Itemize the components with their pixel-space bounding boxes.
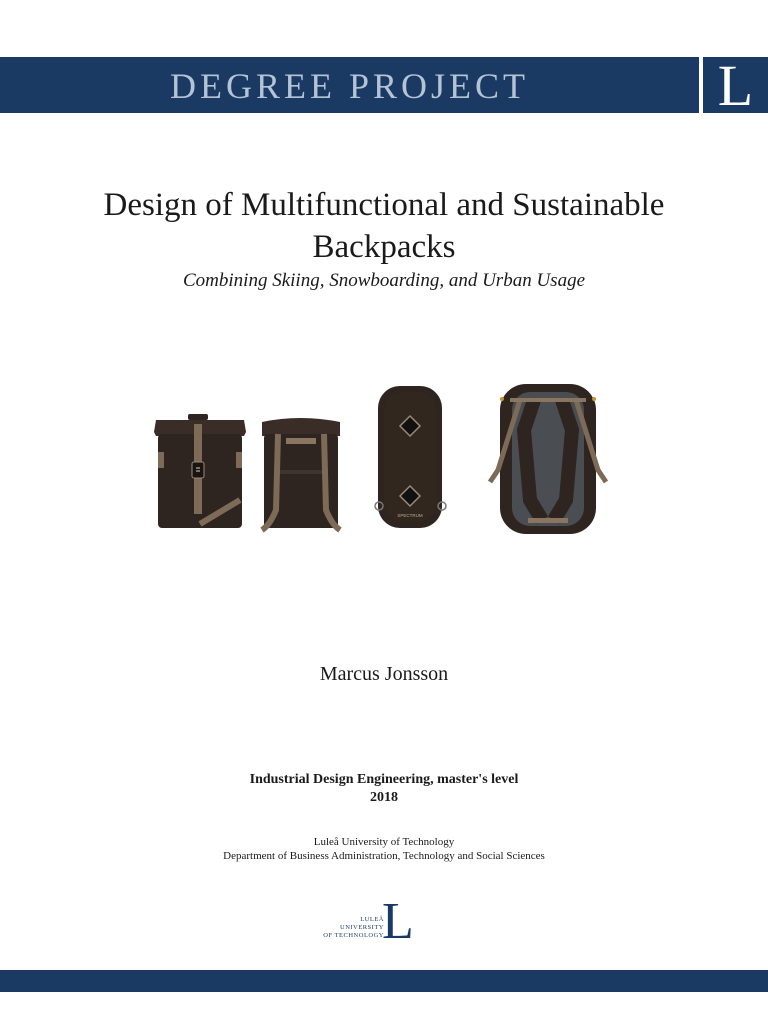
logo-line3: OF TECHNOLOGY bbox=[323, 932, 384, 939]
top-banner bbox=[0, 57, 699, 113]
thesis-subtitle: Combining Skiing, Snowboarding, and Urban Usage bbox=[183, 270, 585, 291]
backpack-front-view bbox=[154, 414, 246, 528]
duffel-brand-label: SPECTRUM bbox=[397, 513, 423, 518]
backpack-back-view bbox=[262, 418, 340, 530]
thesis-title bbox=[0, 184, 768, 268]
affiliation bbox=[0, 835, 768, 863]
logo-letter: L bbox=[382, 893, 414, 950]
thesis-title-line1: Design of Multifunctional and Sustainable bbox=[103, 187, 665, 223]
author-name: Marcus Jonsson bbox=[319, 663, 449, 685]
logo-line2: UNIVERSITY bbox=[340, 924, 384, 931]
department-name: Department of Business Administration, Technology and Social Sciences bbox=[223, 850, 545, 862]
program-year: 2018 bbox=[370, 790, 398, 805]
backpack-illustrations bbox=[150, 320, 620, 605]
banner-title: DEGREE PROJECT bbox=[169, 66, 529, 106]
thesis-title-line2: Backpacks bbox=[312, 229, 456, 265]
university-logo bbox=[323, 893, 424, 950]
bottom-bar bbox=[0, 970, 768, 992]
program-name: Industrial Design Engineering, master's level bbox=[249, 772, 519, 787]
duffel-front-view bbox=[375, 386, 446, 528]
logo-line1: LULEÅ bbox=[360, 916, 384, 923]
duffel-back-view bbox=[490, 384, 606, 534]
banner-logo: L bbox=[703, 57, 768, 113]
program-info bbox=[0, 771, 768, 807]
university-name: Luleå University of Technology bbox=[313, 836, 455, 848]
